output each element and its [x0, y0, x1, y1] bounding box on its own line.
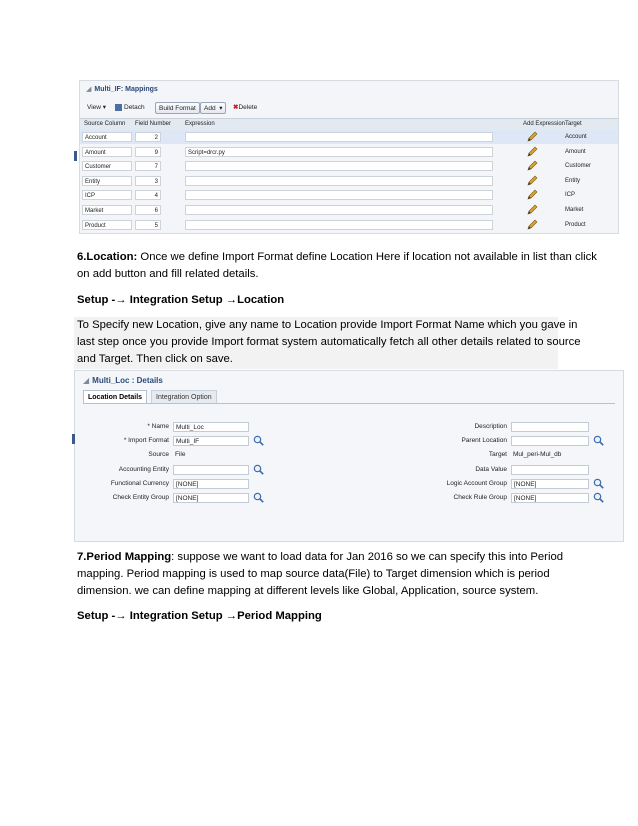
- field-number-input[interactable]: 2: [135, 132, 161, 142]
- field-label: Data Value: [475, 465, 507, 473]
- col-field-number[interactable]: Field Number: [135, 121, 172, 127]
- section7-line2: mapping. Period mapping is used to map source data(File) to Target dimension which is period: [77, 568, 550, 580]
- field-number-input[interactable]: 3: [135, 176, 161, 186]
- search-icon[interactable]: [253, 435, 264, 446]
- mappings-screenshot: [79, 80, 619, 234]
- form-row-left: [75, 449, 275, 461]
- pencil-icon[interactable]: [526, 131, 538, 143]
- field-input[interactable]: [511, 436, 589, 446]
- form-row-left: [75, 492, 275, 504]
- source-column-cell[interactable]: Product: [82, 220, 132, 230]
- target-cell: Customer: [565, 163, 592, 170]
- arrow-right-icon: →: [225, 610, 238, 622]
- form-row-left: [75, 421, 275, 433]
- source-column-cell[interactable]: Account: [82, 132, 132, 142]
- search-icon[interactable]: [253, 464, 264, 475]
- field-label: Source: [148, 451, 169, 459]
- section6-para-line3: and Target. Then click on save.: [77, 353, 233, 365]
- form-row-right: [405, 464, 623, 476]
- delete-x-icon: ✖: [233, 104, 239, 111]
- expression-input[interactable]: [185, 190, 493, 200]
- field-label: Check Rule Group: [453, 494, 507, 501]
- field-label: Target: [488, 451, 507, 459]
- table-row[interactable]: [80, 145, 618, 159]
- margin-marker: [74, 151, 77, 161]
- field-label: Logic Account Group: [446, 479, 507, 487]
- field-input[interactable]: [173, 465, 249, 475]
- location-panel-title: ◢ Multi_Loc : Details: [83, 376, 163, 385]
- form-row-left: [75, 435, 275, 447]
- section7-nav-path: Setup -→ Integration Setup →Period Mapping: [77, 610, 322, 622]
- arrow-right-icon: →: [225, 294, 238, 306]
- field-label: Description: [474, 423, 507, 430]
- source-column-cell[interactable]: Customer: [82, 161, 132, 171]
- form-row-right: [405, 435, 623, 447]
- field-label: * Name: [147, 423, 169, 430]
- form-row-right: [405, 421, 623, 433]
- col-add-expression[interactable]: Add Expression: [523, 121, 566, 127]
- expression-input[interactable]: [185, 220, 493, 230]
- field-input: File: [175, 451, 186, 459]
- expression-input[interactable]: [185, 176, 493, 186]
- search-icon[interactable]: [253, 492, 264, 503]
- view-menu[interactable]: View ▾: [87, 104, 107, 111]
- section6-line1: 6.Location: Once we define Import Format define Location Here if location not available in list than click: [77, 251, 597, 263]
- search-icon[interactable]: [593, 478, 604, 489]
- field-number-input[interactable]: 7: [135, 161, 161, 171]
- location-details-screenshot: [74, 370, 624, 542]
- section6-para-line2: last step once you provide Import format system automatically fetch all other details related to source: [77, 336, 581, 348]
- target-cell: ICP: [565, 192, 576, 199]
- field-input[interactable]: Multi_IF: [173, 436, 249, 446]
- target-cell: Entity: [565, 177, 581, 184]
- section7-line1: 7.Period Mapping: suppose we want to load data for Jan 2016 so we can specify this into Period: [77, 551, 564, 563]
- expression-input[interactable]: [185, 205, 493, 215]
- collapse-icon[interactable]: ◢: [86, 86, 92, 93]
- delete-button[interactable]: ✖Delete: [233, 104, 258, 111]
- table-row[interactable]: [80, 188, 618, 202]
- source-column-cell[interactable]: Market: [82, 205, 132, 215]
- mappings-toolbar: [80, 100, 618, 116]
- field-label: Functional Currency: [110, 479, 169, 487]
- field-number-input[interactable]: 6: [135, 205, 161, 215]
- field-input[interactable]: [511, 422, 589, 432]
- expression-input[interactable]: [185, 161, 493, 171]
- form-row-left: [75, 464, 275, 476]
- target-cell: Market: [565, 207, 584, 213]
- form-row-right: [405, 449, 623, 461]
- field-input[interactable]: [NONE]: [173, 479, 249, 489]
- field-input[interactable]: [NONE]: [173, 493, 249, 503]
- field-input[interactable]: [NONE]: [511, 479, 589, 489]
- build-format-button[interactable]: Build Format: [155, 102, 200, 114]
- margin-marker: [72, 434, 75, 444]
- mappings-panel-title: ◢ Multi_IF: Mappings: [86, 86, 158, 93]
- section6-para-line1: To Specify new Location, give any name to Location provide Import Format Name which you gave in: [77, 319, 578, 331]
- field-label: Check Entity Group: [112, 494, 169, 501]
- pencil-icon[interactable]: [526, 219, 538, 231]
- table-row[interactable]: [80, 218, 618, 232]
- source-column-cell[interactable]: ICP: [82, 190, 132, 200]
- form-row-right: [405, 492, 623, 504]
- source-column-cell[interactable]: Entity: [82, 176, 132, 186]
- detach-button[interactable]: Detach: [112, 102, 148, 114]
- section6-nav-path: Setup -→ Integration Setup →Location: [77, 294, 285, 306]
- field-label: Parent Location: [461, 437, 507, 445]
- detach-icon: [115, 104, 122, 111]
- add-dropdown-icon: ▾: [219, 105, 223, 112]
- col-expression[interactable]: Expression: [185, 121, 215, 127]
- table-row[interactable]: [80, 203, 618, 217]
- pencil-icon[interactable]: [526, 204, 538, 216]
- arrow-right-icon: →: [115, 610, 127, 622]
- field-input[interactable]: [511, 465, 589, 475]
- search-icon[interactable]: [593, 435, 604, 446]
- col-source-column[interactable]: Source Column: [84, 121, 126, 127]
- expression-input[interactable]: [185, 132, 493, 142]
- field-input: Mul_peri-Mul_db: [513, 451, 562, 459]
- add-button[interactable]: Add ▾: [200, 102, 226, 114]
- tab-location-details[interactable]: Location Details: [83, 390, 147, 403]
- field-label: Accounting Entity: [118, 465, 169, 473]
- arrow-right-icon: →: [115, 294, 127, 306]
- field-number-input[interactable]: 5: [135, 220, 161, 230]
- pencil-icon[interactable]: [526, 175, 538, 187]
- col-target[interactable]: Target: [565, 121, 582, 127]
- section7-line3: dimension. we can define mapping at different levels like Global, Application, source system.: [77, 585, 539, 597]
- collapse-icon[interactable]: ◢: [83, 376, 90, 385]
- source-column-cell[interactable]: Amount: [82, 147, 132, 157]
- pencil-icon[interactable]: [526, 189, 538, 201]
- location-tabs: [83, 389, 615, 404]
- form-row-left: [75, 478, 275, 490]
- field-number-input[interactable]: 4: [135, 190, 161, 200]
- search-icon[interactable]: [593, 492, 604, 503]
- tab-integration-option[interactable]: Integration Option: [151, 390, 217, 403]
- field-number-input[interactable]: 9: [135, 147, 161, 157]
- pencil-icon[interactable]: [526, 160, 538, 172]
- field-input[interactable]: [NONE]: [511, 493, 589, 503]
- table-row[interactable]: [80, 130, 618, 144]
- target-cell: Product: [565, 221, 586, 228]
- table-row[interactable]: [80, 159, 618, 173]
- section6-line2: on add button and fill related details.: [77, 268, 259, 280]
- expression-input[interactable]: Script=drcr.py: [185, 147, 493, 157]
- pencil-icon[interactable]: [526, 146, 538, 158]
- target-cell: Account: [565, 134, 587, 140]
- table-row[interactable]: [80, 174, 618, 188]
- form-row-right: [405, 478, 623, 490]
- field-input[interactable]: Multi_Loc: [173, 422, 249, 432]
- target-cell: Amount: [565, 148, 586, 155]
- field-label: * Import Format: [123, 437, 169, 445]
